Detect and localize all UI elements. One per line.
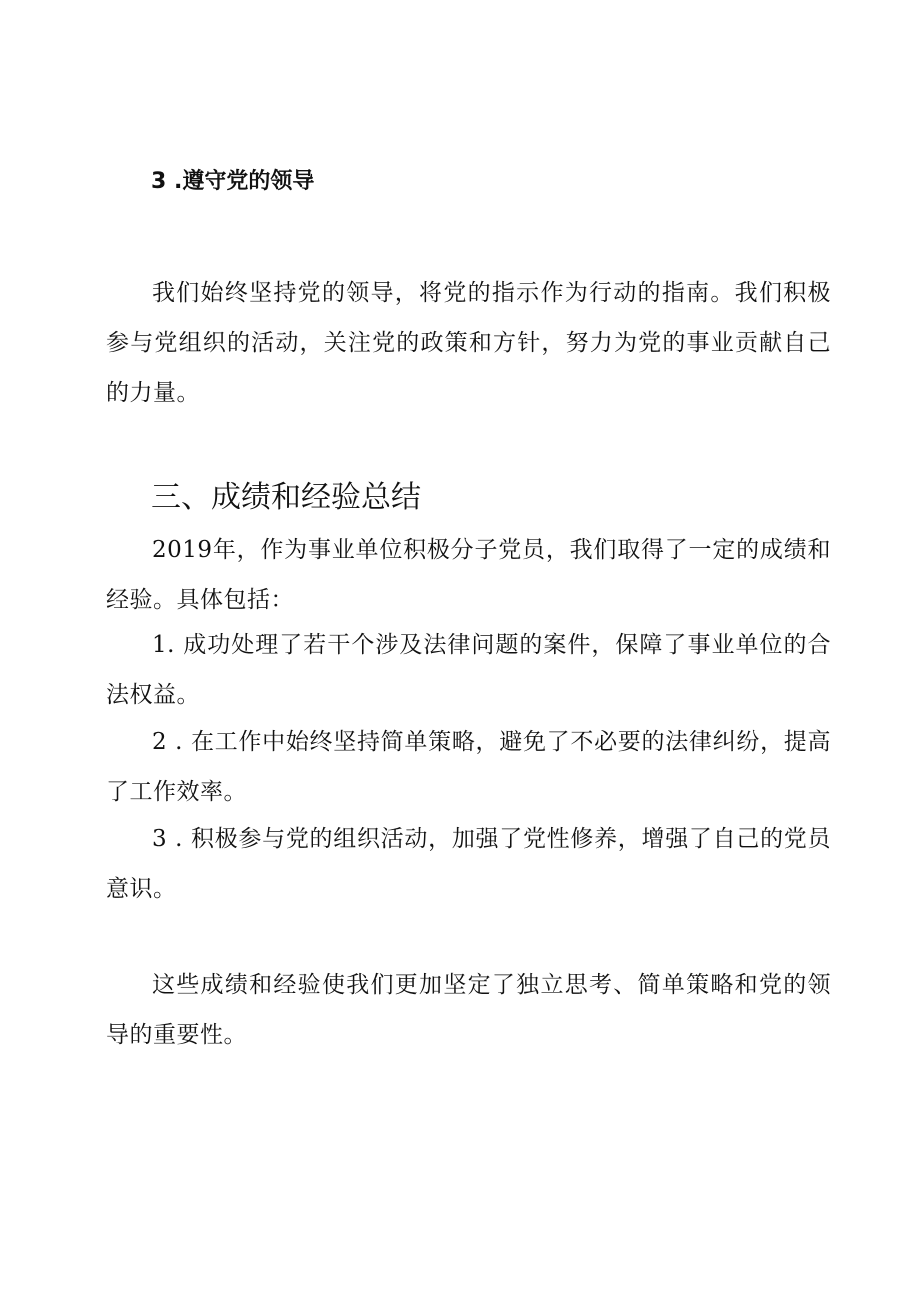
list-item-achievement-1: 1. 成功处理了若干个涉及法律问题的案件，保障了事业单位的合法权益。 bbox=[106, 632, 831, 708]
list-item-achievement-3: 3 . 积极参与党的组织活动，加强了党性修养，增强了自己的党员意识。 bbox=[106, 826, 831, 902]
paragraph-leadership: 我们始终坚持党的领导，将党的指示作为行动的指南。我们积极参与党组织的活动，关注党的政策和方针，努力为党的事业贡献自己的力量。 bbox=[106, 280, 831, 406]
list-item-achievement-2: 2 . 在工作中始终坚持简单策略，避免了不必要的法律纠纷，提高了工作效率。 bbox=[106, 729, 831, 805]
section-title-leadership: 3 .遵守党的领导 bbox=[151, 169, 315, 194]
section-heading-achievements: 三、成绩和经验总结 bbox=[151, 480, 421, 515]
paragraph-conclusion: 这些成绩和经验使我们更加坚定了独立思考、简单策略和党的领导的重要性。 bbox=[106, 972, 831, 1048]
paragraph-intro: 2019年，作为事业单位积极分子党员，我们取得了一定的成绩和经验。具体包括： bbox=[106, 537, 831, 613]
